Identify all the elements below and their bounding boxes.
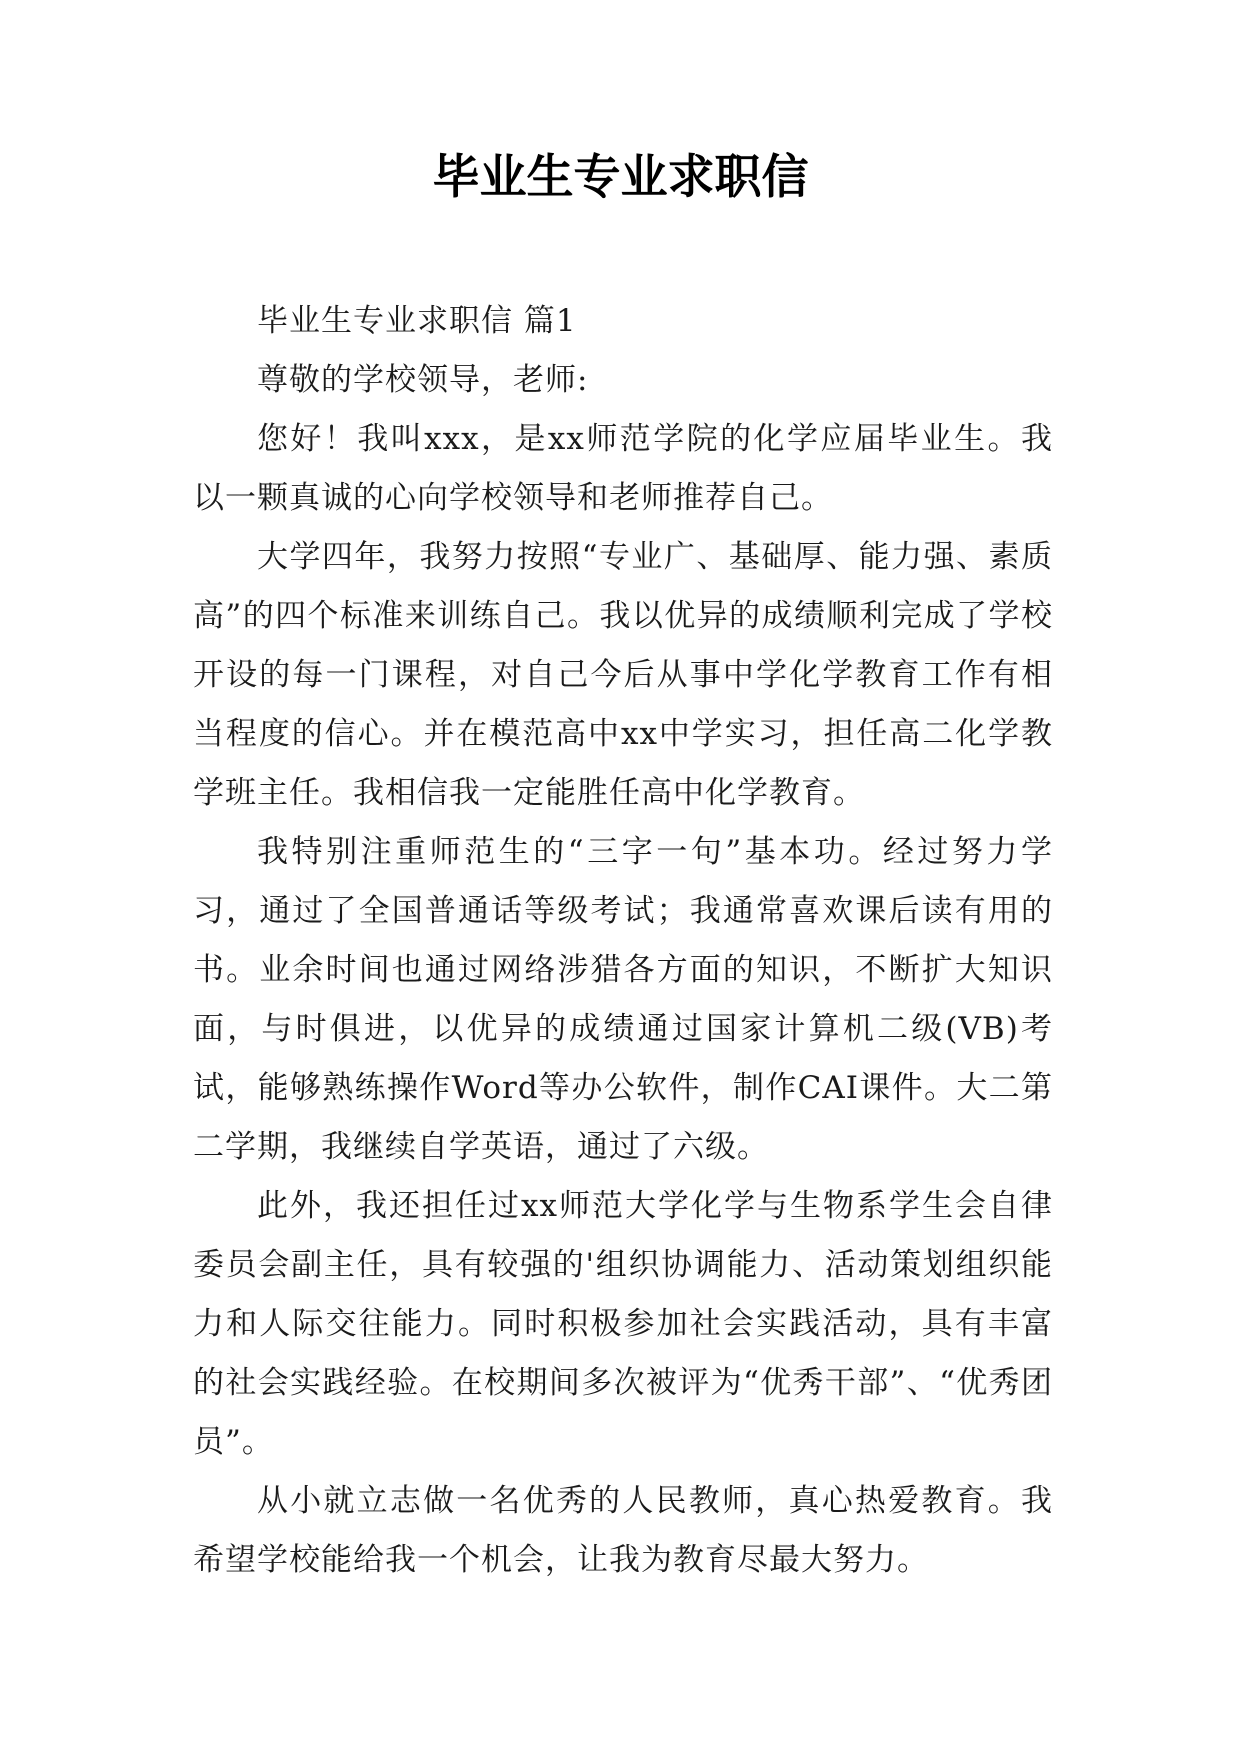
- document-body: [193, 292, 1053, 1590]
- paragraph-intro: 您好！我叫xxx，是xx师范学院的化学应届毕业生。我以一颗真诚的心向学校领导和老师推荐自己。: [193, 421, 1053, 516]
- salutation: 尊敬的学校领导，老师:: [257, 362, 589, 398]
- paragraph-aspiration: 从小就立志做一名优秀的人民教师，真心热爱教育。我希望学校能给我一个机会，让我为教育尽最大努力。: [193, 1483, 1053, 1578]
- document-title: 毕业生专业求职信: [432, 150, 809, 205]
- section-heading: 毕业生专业求职信 篇1: [257, 303, 577, 339]
- paragraph-skills: 我特别注重师范生的“三字一句”基本功。经过努力学习，通过了全国普通话等级考试；我通常喜欢课后读有用的书。业余时间也通过网络涉猎各方面的知识，不断扩大知识面，与时俱进，以优异的成绩通过国家计算机二级(VB)考试，能够熟练操作Word等办公软件，制作CAI课件。大二第二学期，我继续自学英语，通过了六级。: [193, 834, 1053, 1165]
- paragraph-activities: 此外，我还担任过xx师范大学化学与生物系学生会自律委员会副主任，具有较强的'组织协调能力、活动策划组织能力和人际交往能力。同时积极参加社会实践活动，具有丰富的社会实践经验。在校期间多次被评为“优秀干部”、“优秀团员”。: [193, 1188, 1053, 1460]
- paragraph-university: 大学四年，我努力按照“专业广、基础厚、能力强、素质高”的四个标准来训练自己。我以优异的成绩顺利完成了学校开设的每一门课程，对自己今后从事中学化学教育工作有相当程度的信心。并在模范高中xx中学实习，担任高二化学教学班主任。我相信我一定能胜任高中化学教育。: [193, 539, 1053, 811]
